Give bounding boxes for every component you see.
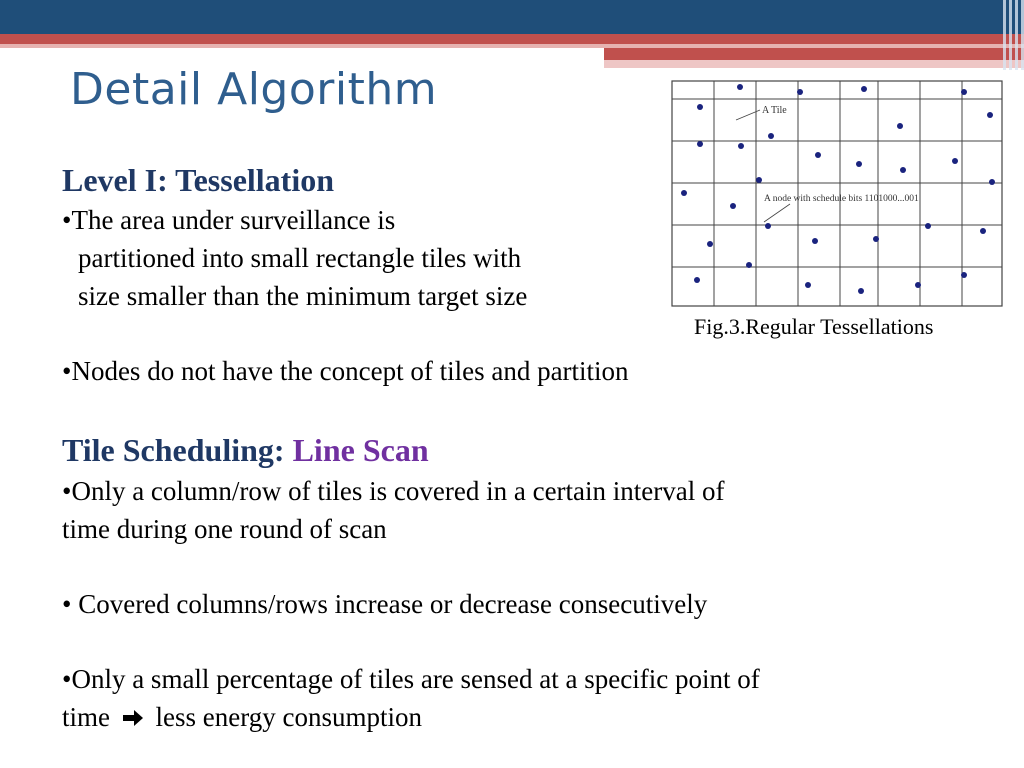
arrow-right-icon <box>121 708 145 728</box>
bullet-small-percentage-suffix: less energy consumption <box>155 702 422 732</box>
bullet-tessellation-line2: partitioned into small rectangle tiles with <box>78 243 522 273</box>
decorative-stripes <box>990 0 1024 70</box>
bullet-column-row-line2: time during one round of scan <box>62 514 387 544</box>
slide-title: Detail Algorithm <box>70 64 438 115</box>
bullet-small-percentage-line1: •Only a small percentage of tiles are sensed at a specific point of <box>62 664 760 694</box>
tile-scheduling-heading-prefix: Tile Scheduling: <box>62 432 293 468</box>
accent-bar <box>0 34 1024 44</box>
bullet-small-percentage-line2 <box>62 698 422 736</box>
bullet-tessellation-line3: size smaller than the minimum target size <box>78 281 528 311</box>
accent-bar-right <box>604 48 1024 60</box>
top-banner <box>0 0 1024 34</box>
bullet-column-row-line1: •Only a column/row of tiles is covered in a certain interval of <box>62 476 725 506</box>
tile-scheduling-heading <box>62 432 429 469</box>
node-label: A node with schedule bits 1101000...001 <box>764 194 919 204</box>
bullet-tessellation-line1: •The area under surveillance is <box>62 205 396 235</box>
bullet-small-percentage-prefix: time <box>62 702 110 732</box>
bullet-nodes-concept: •Nodes do not have the concept of tiles and partition <box>62 356 629 386</box>
level1-heading: Level I: Tessellation <box>62 162 335 198</box>
bullet-covered-columns: • Covered columns/rows increase or decrease consecutively <box>62 589 708 619</box>
line-scan-heading-accent: Line Scan <box>292 432 429 468</box>
tile-label: A Tile <box>762 105 787 116</box>
figure-caption: Fig.3.Regular Tessellations <box>694 314 934 339</box>
tessellation-figure <box>670 80 1022 308</box>
accent-bar-right-light <box>604 60 1024 68</box>
